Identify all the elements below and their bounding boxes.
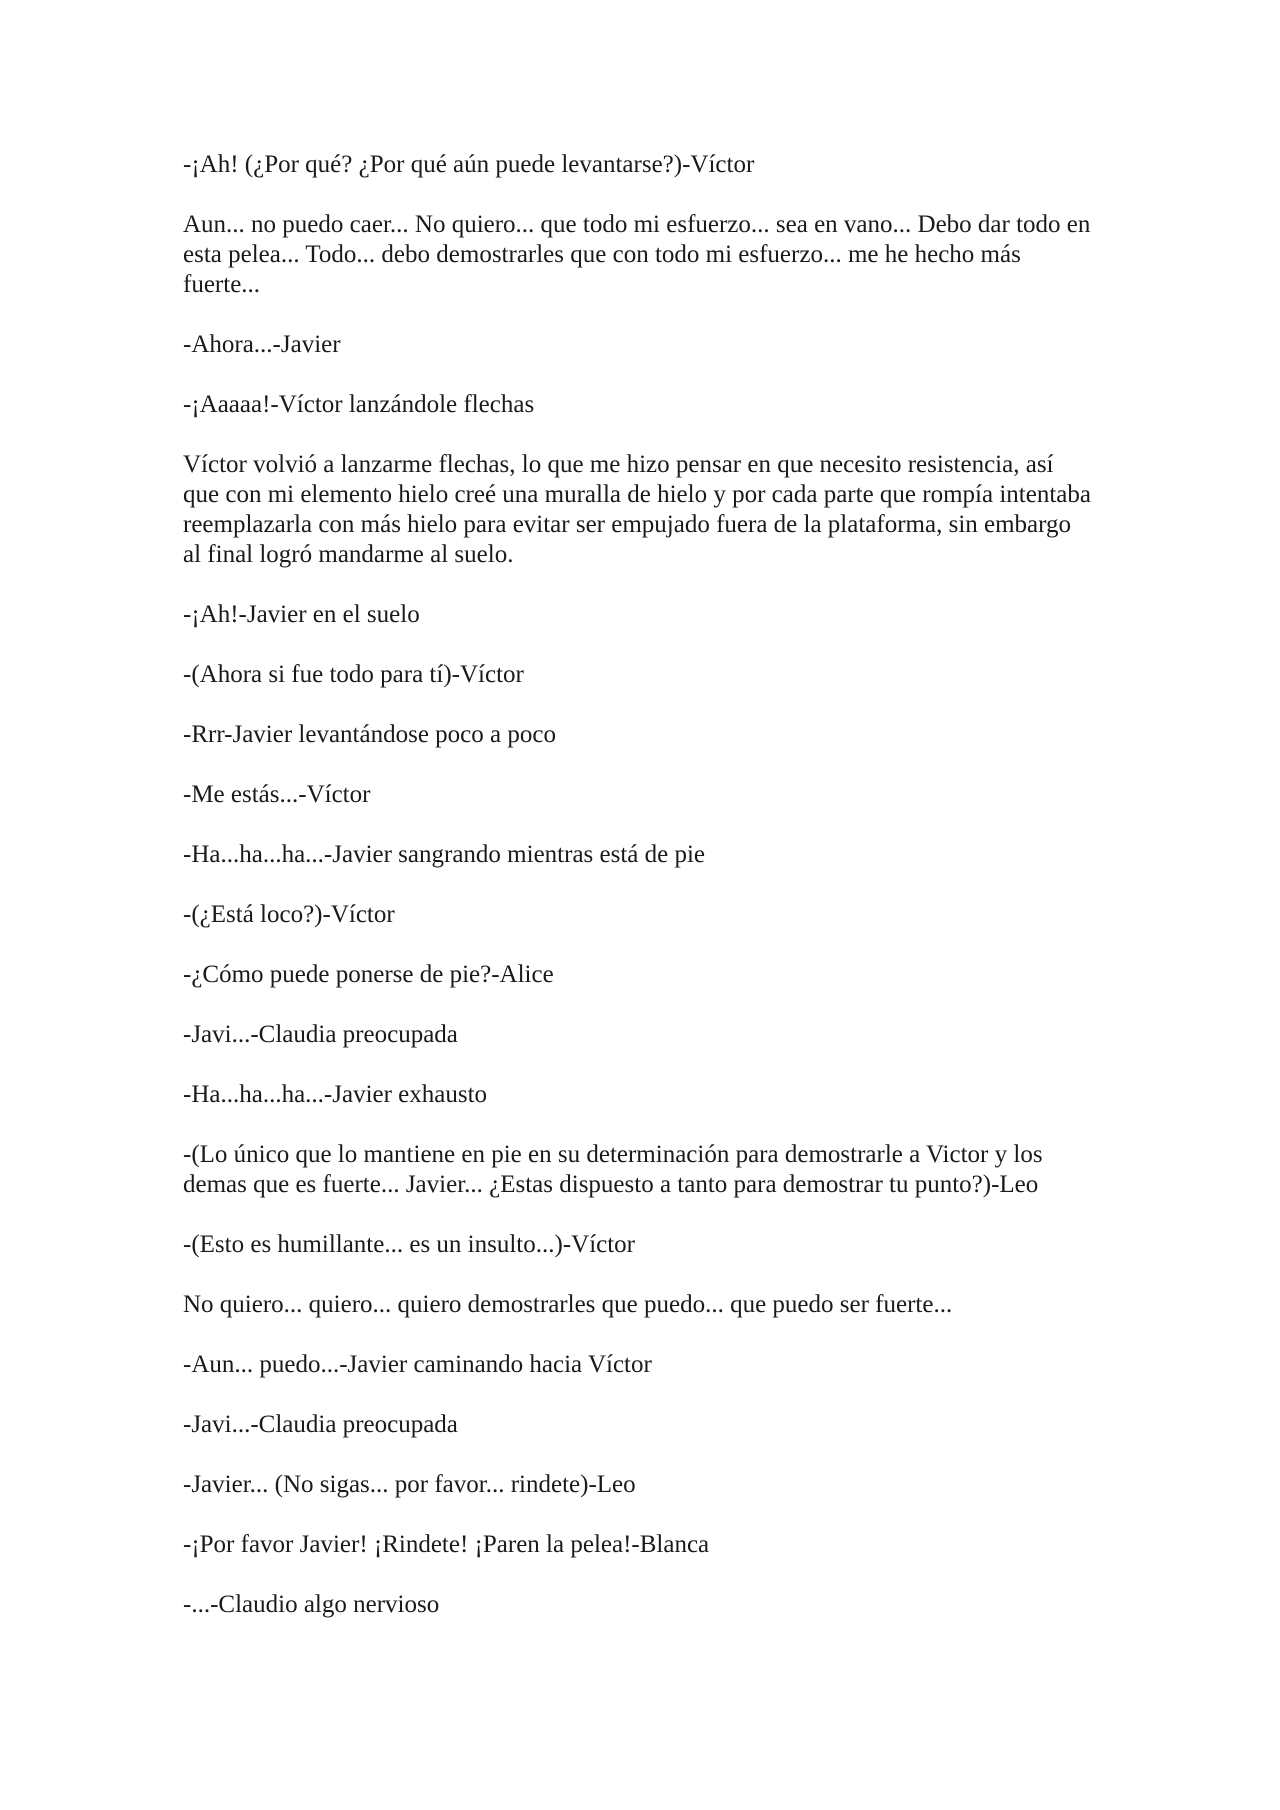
paragraph-14: -Ha...ha...ha...-Javier exhausto [183, 1081, 488, 1108]
paragraph-8: -Rrr-Javier levantándose poco a poco [183, 721, 556, 748]
paragraph-11: -(¿Está loco?)-Víctor [183, 901, 395, 928]
paragraph-2: Aun... no puedo caer... No quiero... que todo mi esfuerzo... sea en vano... Debo dar todo en esta pelea... Todo... debo demostrarles que con todo mi esfuerzo... me he hecho más fuerte... [183, 211, 1091, 298]
paragraph-15: -(Lo único que lo mantiene en pie en su determinación para demostrarle a Victor y los demas que es fuerte... Javier... ¿Estas dispuesto a tanto para demostrar tu punto?)-Leo [183, 1141, 1043, 1198]
document-body [183, 150, 1095, 1650]
paragraph-1: -¡Ah! (¿Por qué? ¿Por qué aún puede levantarse?)-Víctor [183, 151, 755, 178]
paragraph-16: -(Esto es humillante... es un insulto...)-Víctor [183, 1231, 636, 1258]
paragraph-22: -...-Claudio algo nervioso [183, 1591, 440, 1618]
paragraph-18: -Aun... puedo...-Javier caminando hacia Víctor [183, 1351, 652, 1378]
paragraph-10: -Ha...ha...ha...-Javier sangrando mientras está de pie [183, 841, 706, 868]
paragraph-6: -¡Ah!-Javier en el suelo [183, 601, 420, 628]
paragraph-4: -¡Aaaaa!-Víctor lanzándole flechas [183, 391, 535, 418]
paragraph-20: -Javier... (No sigas... por favor... rindete)-Leo [183, 1471, 636, 1498]
paragraph-7: -(Ahora si fue todo para tí)-Víctor [183, 661, 524, 688]
paragraph-3: -Ahora...-Javier [183, 331, 341, 358]
paragraph-17: No quiero... quiero... quiero demostrarles que puedo... que puedo ser fuerte... [183, 1291, 953, 1318]
paragraph-5: Víctor volvió a lanzarme flechas, lo que me hizo pensar en que necesito resistencia, así que con mi elemento hielo creé una muralla de hielo y por cada parte que rompía intentaba reemplazarla con más hielo para evitar ser empujado fuera de la plataforma, sin embargo al final logró mandarme al suelo. [183, 451, 1091, 568]
paragraph-21: -¡Por favor Javier! ¡Rindete! ¡Paren la pelea!-Blanca [183, 1531, 710, 1558]
paragraph-9: -Me estás...-Víctor [183, 781, 371, 808]
paragraph-12: -¿Cómo puede ponerse de pie?-Alice [183, 961, 554, 988]
paragraph-19: -Javi...-Claudia preocupada [183, 1411, 458, 1438]
paragraph-13: -Javi...-Claudia preocupada [183, 1021, 458, 1048]
